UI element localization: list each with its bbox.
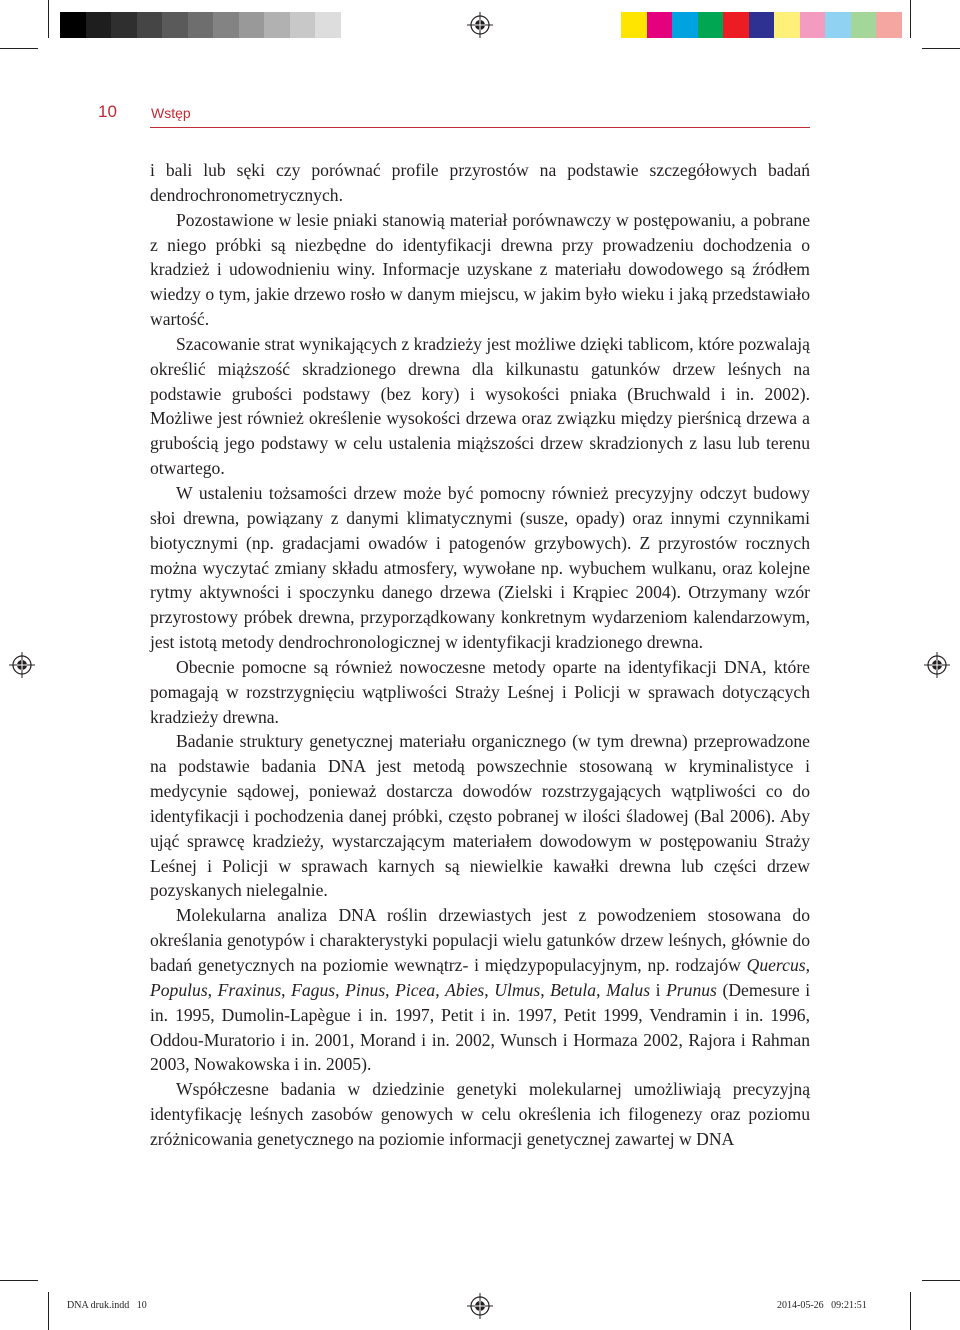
paragraph: W ustaleniu tożsamości drzew może być pomocny również precyzyjny odczyt budowy słoi drewna, powiązany z danymi klimatycznymi (susze, opady) oraz innymi czynnikami biotycznymi (np. gradacjami owadów i patogenów grzybowych). Z przyrostów rocznych można wyczytać zmiany składu atmosfery, wywołane np. wybuchem wulkanu, oraz kolejne rytmy aktywności i spoczynku danego drzewa (Zielski i Krąpiec 2004). Otrzymany wzór przyrostowy próbek drewna, przyporządkowany konkretnym wydarzeniom kalendarzowym, jest istotą metody dendrochronologicznej w identyfikacji kradzionego drewna. xyxy=(150,482,810,653)
registration-mark-icon xyxy=(924,652,950,678)
slug-file-name: DNA druk.indd 10 xyxy=(67,1300,147,1311)
color-swatch xyxy=(825,12,851,38)
genus-name: Betula xyxy=(550,979,597,1000)
color-swatch xyxy=(800,12,826,38)
color-swatch xyxy=(876,12,902,38)
crop-mark xyxy=(910,1292,911,1330)
color-swatch xyxy=(698,12,724,38)
genus-name: Quercus xyxy=(746,955,806,975)
paragraph-lead: Molekularna analiza DNA roślin drzewiastych jest z powodzeniem stosowana do określania genotypów i charakterystyki populacji wielu gatunków drzew leśnych, głównie do badań genetycznych na poziomie wewnątrz- i międzypopulacyjnym, np. rodzajów xyxy=(150,905,810,975)
running-head xyxy=(98,100,810,128)
crop-mark xyxy=(48,1292,49,1330)
color-swatch xyxy=(264,12,290,38)
section-title: Wstęp xyxy=(151,105,191,121)
genus-name: Fraxinus xyxy=(217,979,282,1000)
paragraph: i bali lub sęki czy porównać profile przyrostów na podstawie szczegółowych badań dendrochronometrycznych. xyxy=(150,160,810,205)
genus-name: Prunus xyxy=(666,979,717,1000)
color-swatch xyxy=(315,12,341,38)
color-swatch xyxy=(723,12,749,38)
crop-mark xyxy=(910,0,911,38)
crop-mark xyxy=(922,48,960,49)
paragraph: Badanie struktury genetycznej materiału organicznego (w tym drewna) przeprowadzone na podstawie badania DNA jest metodą powszechnie stosowaną w kryminalistyce i medycynie sądowej, ponieważ dostarcza dowodów rozstrzygających wątpliwości co do identyfikacji i pochodzenia danej próbki, często pobranej w ilości śladowej (Bal 2006). Aby ująć sprawcę kradzieży, wystarczającym materiałem dowodowym w postępowaniu Straży Leśnej i Policji w sprawach karnych są niewielkie kawałki drewna lub części drzew pozyskanych nielegalnie. xyxy=(150,731,810,901)
color-swatch xyxy=(213,12,239,38)
genus-name: Populus xyxy=(150,979,208,1000)
color-swatch xyxy=(672,12,698,38)
color-swatch xyxy=(621,12,647,38)
grayscale-color-bar xyxy=(60,12,341,38)
color-swatch xyxy=(851,12,877,38)
genus-name: Ulmus xyxy=(494,979,541,1000)
genus-name: Picea xyxy=(395,979,436,1000)
header-rule xyxy=(150,127,810,128)
color-swatch xyxy=(137,12,163,38)
paragraph-tail: (Demesure i in. 1995, Dumolin-Lapègue i in. 1997, Petit i in. 1997, Petit 1999, Vendramin i in. 1996, Oddou-Muratorio i in. 2001, Morand i in. 2002, Wunsch i Hormaza 2002, Rajora i Rahman 2003, Nowakowska i in. 2005). xyxy=(150,979,811,1075)
color-swatch xyxy=(749,12,775,38)
paragraph: Szacowanie strat wynikających z kradzieży jest możliwe dzięki tablicom, które pozwalają określić miąższość skradzionego drewna dla kilkunastu gatunków drzew leśnych na podstawie grubości podstawy (bez kory) i wysokości pniaka (Bruchwald i in. 2002). Możliwe jest również określenie wysokości drzewa oraz związku między pierśnicą drzewa a grubością jego podstawy w celu ustalenia miąższości drzew skradzionych z lasu lub terenu otwartego. xyxy=(150,333,810,479)
color-swatch xyxy=(162,12,188,38)
slug-timestamp: 2014-05-26 09:21:51 xyxy=(777,1300,867,1311)
body-text xyxy=(150,158,810,1152)
process-color-bar xyxy=(621,12,902,38)
genus-name: Fagus xyxy=(291,979,336,1000)
color-swatch xyxy=(60,12,86,38)
registration-mark-icon xyxy=(467,1293,493,1319)
color-swatch xyxy=(86,12,112,38)
genus-list: Quercus, Populus, Fraxinus, Fagus, Pinus, Picea, Abies, Ulmus, Betula, Malus i Prunus xyxy=(150,955,810,1000)
color-swatch xyxy=(647,12,673,38)
genus-name: Pinus xyxy=(345,979,386,1000)
color-swatch xyxy=(111,12,137,38)
color-swatch xyxy=(188,12,214,38)
color-swatch xyxy=(774,12,800,38)
crop-mark xyxy=(0,1280,38,1281)
crop-mark xyxy=(922,1280,960,1281)
color-swatch xyxy=(290,12,316,38)
crop-mark xyxy=(48,0,49,38)
registration-mark-icon xyxy=(9,652,35,678)
paragraph xyxy=(150,903,810,1077)
paragraph: Obecnie pomocne są również nowoczesne metody oparte na identyfikacji DNA, które pomagają w rozstrzygnięciu wątpliwości Straży Leśnej i Policji w sprawach dotyczących kradzieży drewna. xyxy=(150,656,810,727)
color-swatch xyxy=(239,12,265,38)
crop-mark xyxy=(0,48,38,49)
genus-name: Abies xyxy=(445,979,485,1000)
page-number: 10 xyxy=(98,102,117,121)
paragraph: Pozostawione w lesie pniaki stanowią materiał porównawczy w postępowaniu, a pobrane z niego próbki są niezbędne do identyfikacji drewna przy prowadzeniu dochodzenia o kradzież i udowodnieniu winy. Informacje uzyskane z materiału dowodowego są źródłem wiedzy o tym, jakie drzewo rosło w danym miejscu, w jakim było wieku i jaką przedstawiało wartość. xyxy=(150,209,810,330)
genus-name: Malus xyxy=(606,979,651,1000)
paragraph: Współczesne badania w dziedzinie genetyki molekularnej umożliwiają precyzyjną identyfikację leśnych zasobów genowych w celu określenia ich filogenezy oraz poziomu zróżnicowania genetycznego na poziomie informacji genetycznej zawartej w DNA xyxy=(150,1079,810,1149)
registration-mark-icon xyxy=(467,12,493,38)
